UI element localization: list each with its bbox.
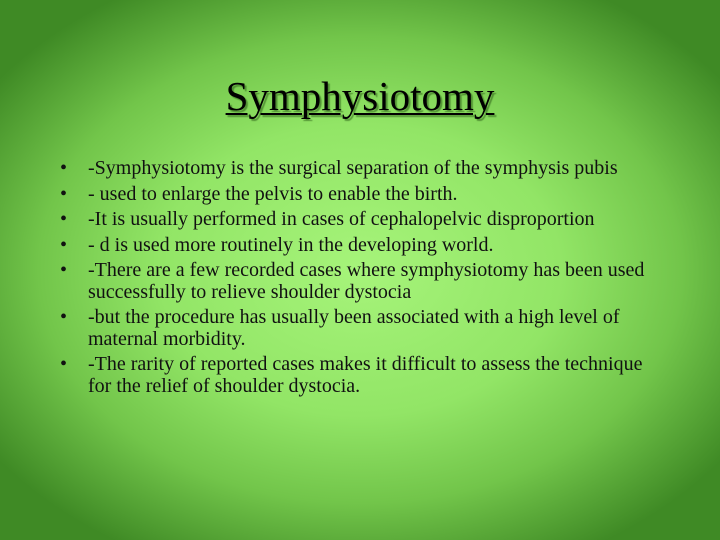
bullet-marker: •	[60, 259, 68, 281]
slide-title: Symphysiotomy	[225, 73, 495, 119]
bullet-text: - used to enlarge the pelvis to enable the birth.	[88, 182, 458, 205]
bullet-item	[60, 354, 670, 397]
bullet-marker: •	[60, 233, 68, 256]
bullet-item	[60, 307, 670, 350]
bullet-text: -but the procedure has usually been associated with a high level of maternal morbidity.	[88, 306, 620, 350]
bullet-list	[60, 158, 670, 401]
bullet-marker: •	[60, 353, 68, 375]
bullet-item	[60, 184, 670, 206]
bullet-text: -There are a few recorded cases where symphysiotomy has been used successfully to relieve shoulder dystocia	[88, 259, 645, 303]
bullet-marker: •	[60, 157, 68, 179]
bullet-text: -It is usually performed in cases of cephalopelvic disproportion	[88, 208, 595, 230]
bullet-item	[60, 158, 670, 180]
bullet-text: -The rarity of reported cases makes it difficult to assess the technique for the relief of shoulder dystocia.	[88, 353, 643, 397]
bullet-marker: •	[60, 182, 68, 205]
bullet-marker: •	[60, 306, 68, 328]
bullet-item	[60, 260, 670, 303]
bullet-item	[60, 209, 670, 231]
bullet-text: -Symphysiotomy is the surgical separation of the symphysis pubis	[88, 157, 618, 179]
bullet-item	[60, 235, 670, 257]
bullet-text: - d is used more routinely in the developing world.	[88, 233, 494, 256]
bullet-marker: •	[60, 208, 68, 230]
